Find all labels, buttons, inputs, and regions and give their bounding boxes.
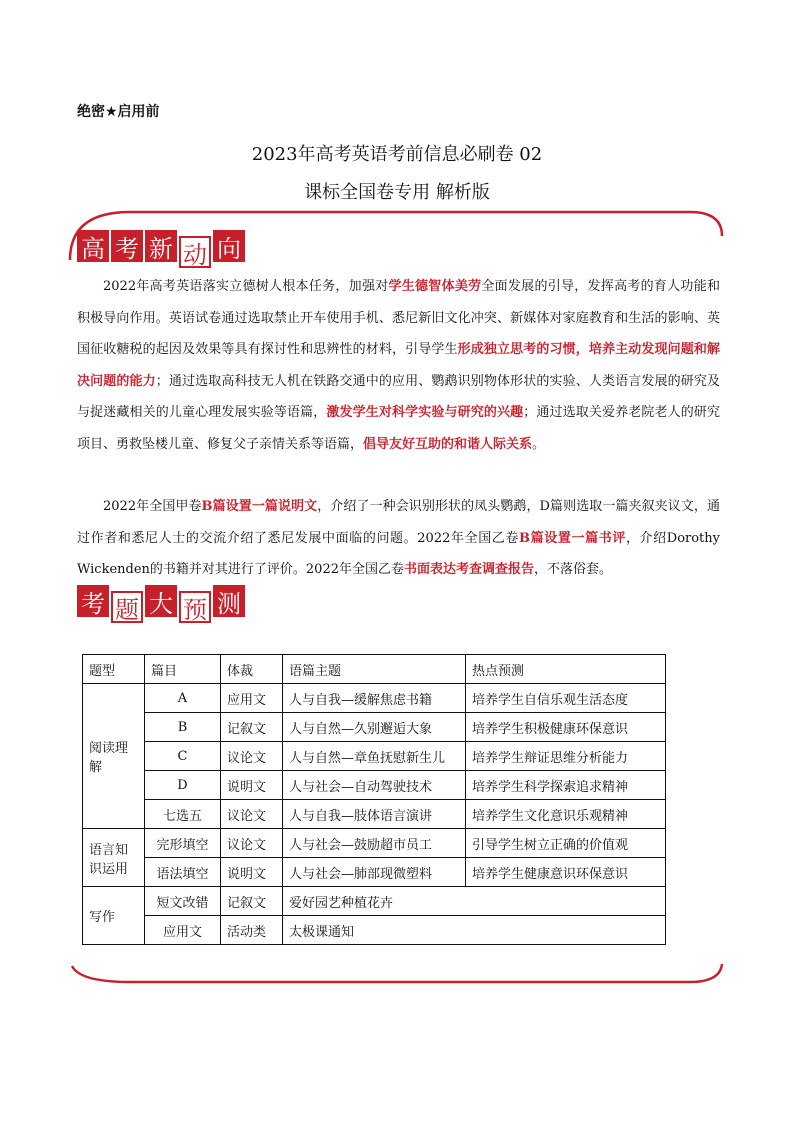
badge-char: 向 bbox=[213, 230, 245, 262]
text-span: 2022年全国甲卷 bbox=[103, 499, 202, 514]
badge-char: 动 bbox=[179, 236, 211, 268]
table-row bbox=[83, 916, 666, 945]
table-row bbox=[83, 771, 666, 800]
table-cell: 短文改错 bbox=[145, 887, 221, 916]
header-cell: 热点预测 bbox=[466, 655, 666, 684]
table-row bbox=[83, 858, 666, 887]
header-cell: 体裁 bbox=[221, 655, 283, 684]
table-cell: D bbox=[145, 771, 221, 800]
table-cell: 人与自我—肢体语言演讲 bbox=[283, 800, 466, 829]
table-cell: 培养学生健康意识环保意识 bbox=[466, 858, 666, 887]
section-badge-trends bbox=[77, 230, 245, 268]
table-cell: 人与自然—久别邂逅大象 bbox=[283, 713, 466, 742]
badge-char: 考 bbox=[77, 585, 109, 617]
header-cell: 篇目 bbox=[145, 655, 221, 684]
text-span: ；通过选取关爱养老院老人的研究项目、勇救坠楼儿童、修复父子亲情关系等语篇， bbox=[77, 405, 720, 452]
confidential-label: 绝密★启用前 bbox=[77, 104, 160, 120]
table-header-row bbox=[83, 655, 666, 684]
table-cell: 议论文 bbox=[221, 742, 283, 771]
table-cell: 引导学生树立正确的价值观 bbox=[466, 829, 666, 858]
table-cell: 培养学生文化意识乐观精神 bbox=[466, 800, 666, 829]
table-row bbox=[83, 684, 666, 713]
badge-char: 考 bbox=[111, 230, 143, 262]
table-row bbox=[83, 800, 666, 829]
table-row bbox=[83, 887, 666, 916]
header-cell: 题型 bbox=[83, 655, 145, 684]
badge-char: 新 bbox=[145, 230, 177, 262]
table-cell: B bbox=[145, 713, 221, 742]
badge-char: 题 bbox=[111, 591, 143, 623]
badge-char: 测 bbox=[213, 585, 245, 617]
group-cell-writing: 写作 bbox=[83, 887, 145, 945]
table-row bbox=[83, 742, 666, 771]
header-cell: 语篇主题 bbox=[283, 655, 466, 684]
highlight-text: 形成独立思考的习惯，培养主动发现问题和解决问题的能力 bbox=[77, 342, 720, 389]
table-cell: 活动类 bbox=[221, 916, 283, 945]
table-cell: 议论文 bbox=[221, 829, 283, 858]
table-cell: 太极课通知 bbox=[283, 916, 666, 945]
group-cell-reading: 阅读理解 bbox=[83, 684, 145, 829]
table-cell: 记叙文 bbox=[221, 887, 283, 916]
text-span: 全面发展的引导，发挥高考的育人功能和积极导向作用。英语试卷通过选取禁止开车使用手机、悉尼新旧文化冲突、新媒体对家庭教育和生活的影响、英国征收糖税的起因及效果等具有探讨性和思辨性的材料，引导学生 bbox=[77, 279, 720, 357]
badge-char: 预 bbox=[179, 591, 211, 623]
text-span: 2022年高考英语落实立德树人根本任务，加强对 bbox=[103, 279, 389, 294]
highlight-text: 书面表达考查调查报告 bbox=[404, 562, 535, 577]
highlight-text: 学生德智体美劳 bbox=[388, 279, 482, 294]
table-cell: 说明文 bbox=[221, 858, 283, 887]
trends-paragraph-2 bbox=[77, 491, 720, 586]
trends-paragraph-1 bbox=[77, 271, 720, 460]
table-cell: 语法填空 bbox=[145, 858, 221, 887]
table-cell: A bbox=[145, 684, 221, 713]
prediction-table bbox=[82, 654, 666, 945]
table-cell: 爱好园艺种植花卉 bbox=[283, 887, 666, 916]
text-span: ，不落俗套。 bbox=[534, 562, 613, 577]
table-cell: 人与社会—肺部现微塑料 bbox=[283, 858, 466, 887]
highlight-text: B篇设置一篇书评 bbox=[519, 530, 626, 546]
highlight-text: 倡导友好互助的和谐人际关系 bbox=[363, 436, 533, 452]
badge-char: 高 bbox=[77, 230, 109, 262]
table-cell: 应用文 bbox=[221, 684, 283, 713]
text-span: ，介绍了一种会识别形状的凤头鹦鹉，D篇则选取一篇夹叙夹议文，通过作者和悉尼人士的交流介绍了悉尼发展中面临的问题。2022年全国乙卷 bbox=[77, 499, 720, 546]
section-badge-prediction bbox=[77, 585, 245, 623]
highlight-text: B篇设置一篇说明文 bbox=[201, 499, 318, 514]
table-cell: 培养学生自信乐观生活态度 bbox=[466, 684, 666, 713]
text-span: 。 bbox=[532, 436, 546, 452]
table-cell: 培养学生科学探索追求精神 bbox=[466, 771, 666, 800]
table-cell: 人与社会—自动驾驶技术 bbox=[283, 771, 466, 800]
table-row bbox=[83, 829, 666, 858]
page-subtitle: 课标全国卷专用 解析版 bbox=[304, 182, 490, 203]
table-cell: 人与自然—章鱼抚慰新生儿 bbox=[283, 742, 466, 771]
page-title: 2023年高考英语考前信息必刷卷 02 bbox=[251, 144, 543, 165]
text-span: ，介绍Dorothy Wickenden的书籍并对其进行了评价。2022年全国乙卷 bbox=[77, 530, 721, 577]
table-cell: 完形填空 bbox=[145, 829, 221, 858]
table-cell: 人与自我—缓解焦虑书籍 bbox=[283, 684, 466, 713]
group-cell-language: 语言知识运用 bbox=[83, 829, 145, 887]
table-cell: 应用文 bbox=[145, 916, 221, 945]
table-row bbox=[83, 713, 666, 742]
table-cell: 人与社会—鼓励超市员工 bbox=[283, 829, 466, 858]
table-cell: 说明文 bbox=[221, 771, 283, 800]
table-cell: 记叙文 bbox=[221, 713, 283, 742]
text-span: ；通过选取高科技无人机在铁路交通中的应用、鹦鹉识别物体形状的实验、人类语言发展的研究及与捉迷藏相关的儿童心理发展实验等语篇， bbox=[77, 373, 720, 420]
badge-char: 大 bbox=[145, 585, 177, 617]
table-cell: 议论文 bbox=[221, 800, 283, 829]
table-cell: 七选五 bbox=[145, 800, 221, 829]
table-cell: 培养学生积极健康环保意识 bbox=[466, 713, 666, 742]
table-cell: C bbox=[145, 742, 221, 771]
table-cell: 培养学生辩证思维分析能力 bbox=[466, 742, 666, 771]
highlight-text: 激发学生对科学实验与研究的兴趣 bbox=[326, 405, 524, 420]
